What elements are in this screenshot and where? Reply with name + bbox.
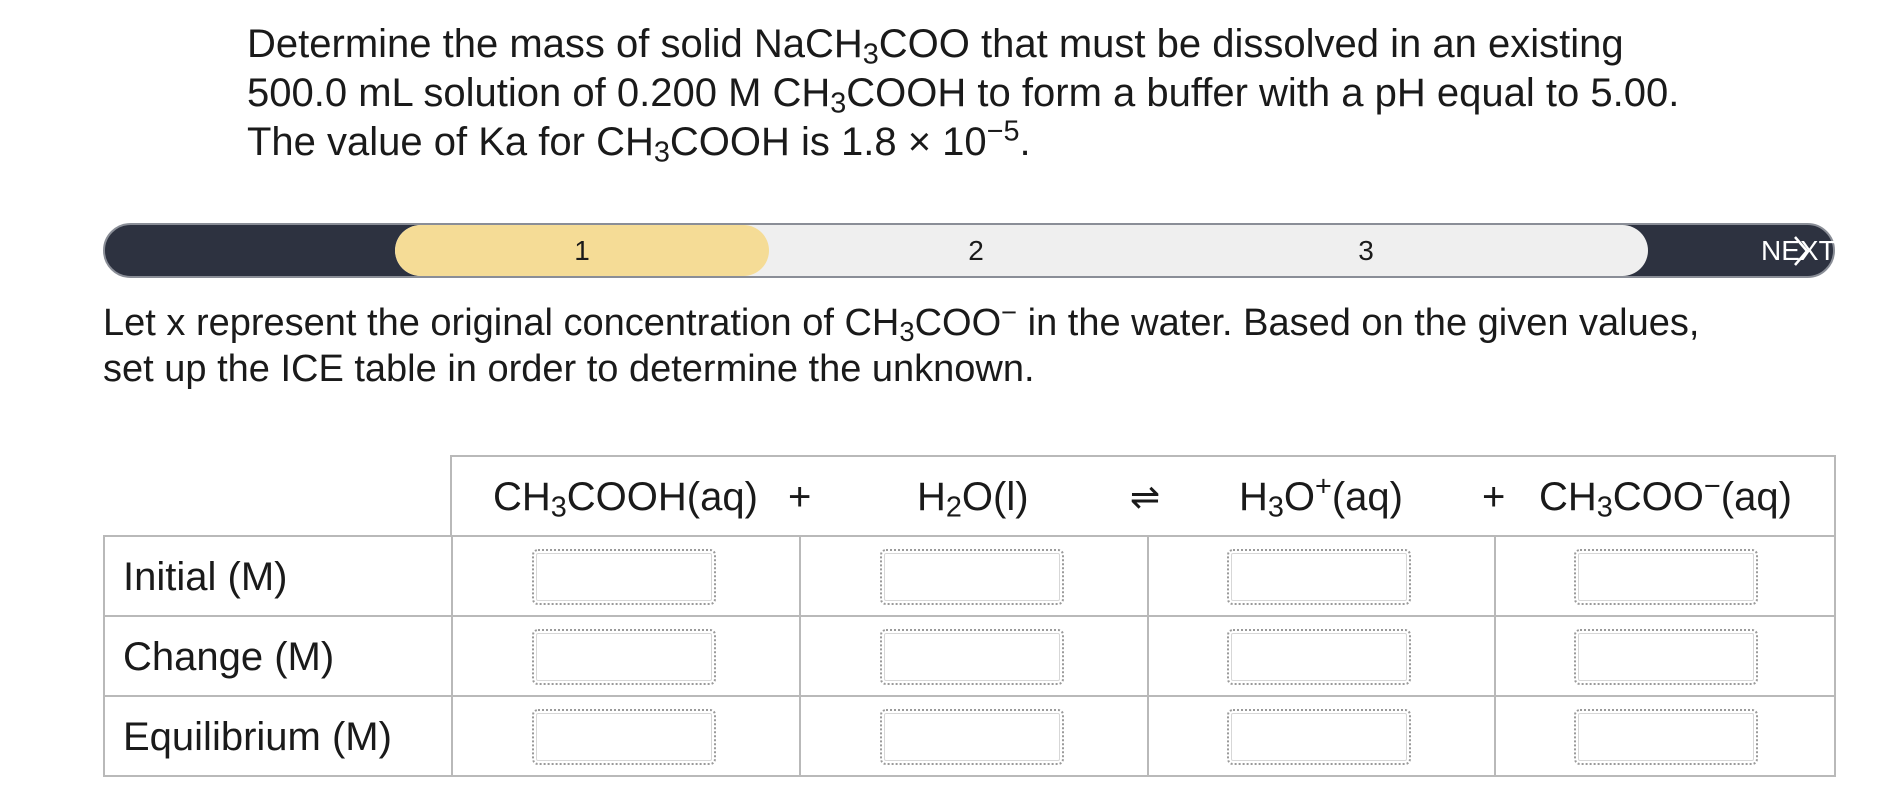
- question-text-part: 500.0 mL solution of 0.200 M CH: [247, 71, 831, 115]
- question-text-part: Determine the mass of solid NaCH: [247, 22, 863, 66]
- change-ch3cooh-input[interactable]: [532, 629, 716, 685]
- header-text: COO: [1612, 475, 1704, 519]
- header-text: H: [1239, 475, 1268, 519]
- instruction-text-part: in the water. Based on the given values,: [1017, 302, 1700, 344]
- chevron-right-icon: [1791, 224, 1811, 284]
- row-label: Equilibrium (M): [123, 715, 392, 759]
- superscript: +: [1315, 470, 1332, 503]
- row-equilibrium: [105, 697, 1834, 777]
- change-ch3coo-input[interactable]: [1574, 629, 1758, 685]
- ice-table: [103, 455, 1836, 777]
- subscript: 3: [830, 87, 847, 120]
- header-plus-1: +: [788, 475, 812, 519]
- instruction-text: [103, 296, 1823, 392]
- equilibrium-ch3cooh-input[interactable]: [532, 709, 716, 765]
- ice-table-body: [103, 535, 1836, 777]
- equilibrium-h2o-input[interactable]: [880, 709, 1064, 765]
- header-ch3cooh: [493, 457, 758, 537]
- equilibrium-arrow-icon: ⇌: [1130, 476, 1161, 517]
- equilibrium-ch3coo-input[interactable]: [1574, 709, 1758, 765]
- header-h2o: [917, 457, 1029, 537]
- question-line-2: [247, 69, 1747, 118]
- subscript: 2: [945, 491, 962, 524]
- step-2-button[interactable]: 2: [968, 235, 984, 266]
- change-h2o-input[interactable]: [880, 629, 1064, 685]
- question-text-part: .: [1019, 120, 1031, 164]
- subscript: 3: [862, 38, 879, 71]
- header-h3o: [1239, 457, 1403, 537]
- step-track: [395, 225, 1648, 276]
- question-line-3: [247, 115, 1747, 169]
- header-text: O(l): [961, 475, 1029, 519]
- subscript: 3: [550, 491, 567, 524]
- next-button[interactable]: [1655, 225, 1836, 276]
- instruction-text-part: Let x represent the original concentration of CH: [103, 302, 900, 344]
- row-label: Initial (M): [123, 555, 288, 599]
- question-line-1: [247, 20, 1747, 69]
- initial-ch3coo-input[interactable]: [1574, 549, 1758, 605]
- header-text: CH: [1539, 475, 1597, 519]
- initial-h2o-input[interactable]: [880, 549, 1064, 605]
- next-label: NEXT: [1761, 235, 1836, 266]
- superscript: −: [1703, 470, 1721, 503]
- question-text-part: COOH to form a buffer with a pH equal to 5.00.: [846, 71, 1680, 115]
- header-text: H: [917, 475, 946, 519]
- initial-ch3cooh-input[interactable]: [532, 549, 716, 605]
- subscript: 3: [1596, 491, 1613, 524]
- ice-table-header: [450, 455, 1836, 535]
- header-text: COOH(aq): [566, 475, 758, 519]
- step-3-button[interactable]: 3: [1358, 235, 1374, 266]
- row-label: Change (M): [123, 635, 335, 679]
- question-text: [247, 20, 1747, 167]
- question-text-part: The value of Ka for CH: [247, 120, 654, 164]
- row-initial: [105, 537, 1834, 617]
- subscript: 3: [1267, 491, 1284, 524]
- superscript: −: [1001, 296, 1018, 328]
- header-text: O: [1283, 475, 1316, 519]
- row-change: [105, 617, 1834, 697]
- header-plus-2: +: [1482, 475, 1506, 519]
- header-text: CH: [493, 475, 551, 519]
- question-text-part: COOH is 1.8 × 10: [669, 120, 987, 164]
- instruction-line-2: set up the ICE table in order to determine the unknown.: [103, 348, 1035, 390]
- subscript: 3: [899, 316, 915, 348]
- subscript: 3: [653, 136, 670, 169]
- header-text: (aq): [1720, 475, 1792, 519]
- initial-h3o-input[interactable]: [1227, 549, 1411, 605]
- superscript: −5: [986, 115, 1020, 148]
- step-navigation-bar: [103, 223, 1835, 278]
- change-h3o-input[interactable]: [1227, 629, 1411, 685]
- instruction-text-part: COO: [914, 302, 1002, 344]
- step-1-button[interactable]: 1: [574, 235, 590, 266]
- header-ch3coo: [1539, 457, 1792, 537]
- equilibrium-h3o-input[interactable]: [1227, 709, 1411, 765]
- instruction-line-1: [103, 296, 1823, 348]
- question-text-part: COO that must be dissolved in an existing: [878, 22, 1624, 66]
- header-text: (aq): [1331, 475, 1403, 519]
